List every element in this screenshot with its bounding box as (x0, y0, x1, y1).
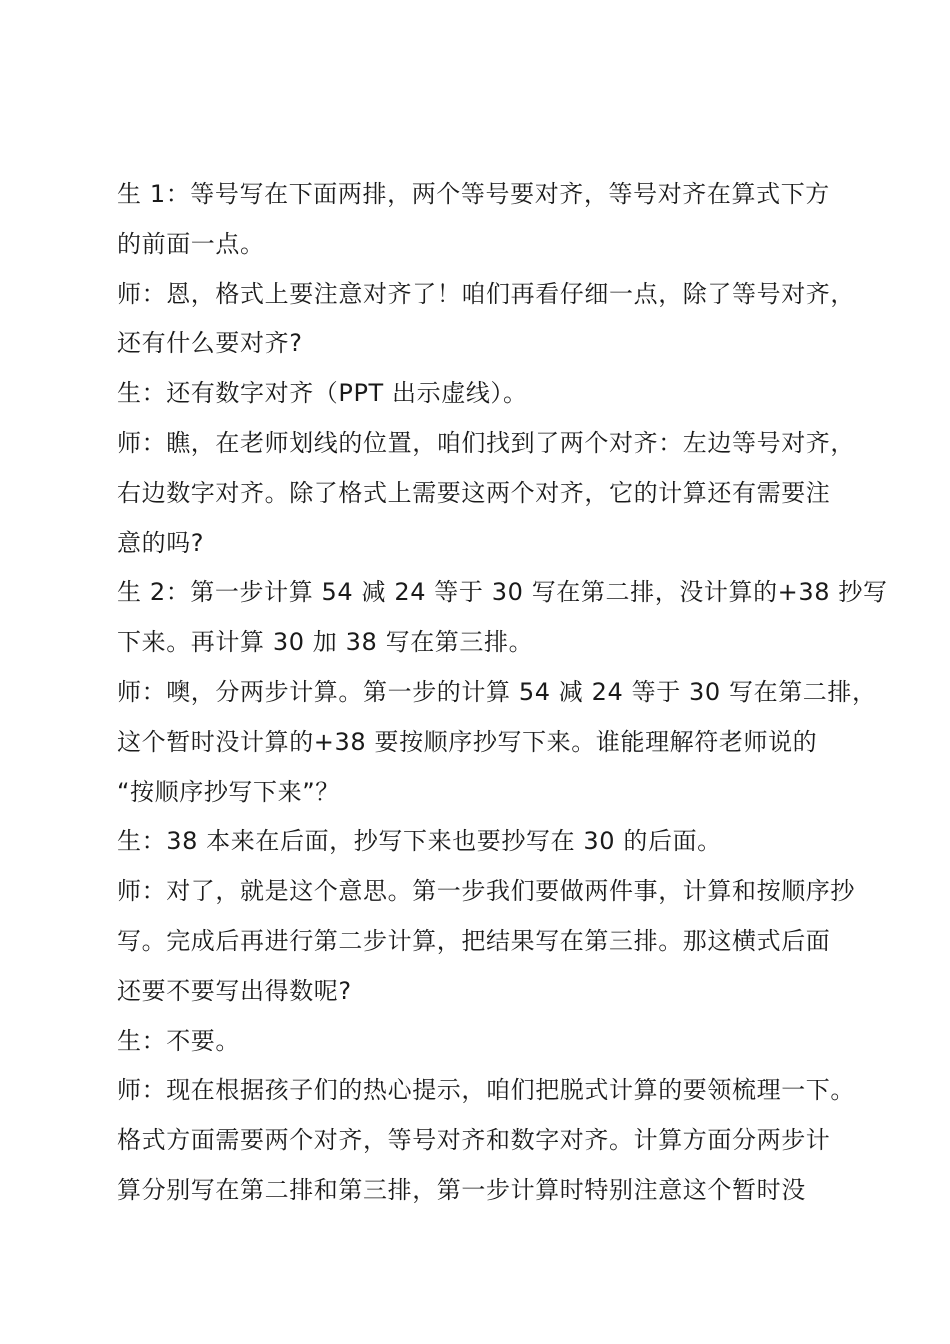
text-line: 右边数字对齐。除了格式上需要这两个对齐，它的计算还有需要注 (117, 478, 831, 507)
text-line: 师：对了，就是这个意思。第一步我们要做两件事，计算和按顺序抄 (117, 877, 855, 906)
text-line: 师：现在根据孩子们的热心提示，咱们把脱式计算的要领梳理一下。 (117, 1076, 855, 1105)
text-line: 还要不要写出得数呢? (117, 976, 352, 1005)
text-line: 算分别写在第二排和第三排，第一步计算时特别注意这个暂时没 (117, 1175, 806, 1204)
text-line: 意的吗? (117, 528, 205, 557)
text-line: 格式方面需要两个对齐，等号对齐和数字对齐。计算方面分两步计 (117, 1126, 831, 1155)
text-line: 生：不要。 (117, 1026, 240, 1055)
text-line: 生 1：等号写在下面两排，两个等号要对齐，等号对齐在算式下方 (117, 180, 830, 208)
text-line: 这个暂时没计算的+38 要按顺序抄写下来。谁能理解符老师说的 (117, 727, 818, 756)
text-line: 写。完成后再进行第二步计算，把结果写在第三排。那这横式后面 (117, 926, 831, 955)
text-line: “按顺序抄写下来”？ (117, 777, 340, 806)
text-line: 师：噢，分两步计算。第一步的计算 54 减 24 等于 30 写在第二排， (117, 677, 877, 706)
text-line: 生：还有数字对齐（PPT 出示虚线）。 (117, 379, 528, 408)
text-line: 生：38 本来在后面，抄写下来也要抄写在 30 的后面。 (117, 827, 722, 856)
text-line: 还有什么要对齐? (117, 329, 303, 358)
document-body (117, 170, 888, 1216)
text-line: 生 2：第一步计算 54 减 24 等于 30 写在第二排，没计算的+38 抄写 (117, 578, 888, 607)
text-line: 师：瞧，在老师划线的位置，咱们找到了两个对齐：左边等号对齐， (117, 428, 855, 457)
text-line: 的前面一点。 (117, 229, 265, 258)
text-line: 下来。再计算 30 加 38 写在第三排。 (117, 628, 534, 657)
text-line: 师：恩，格式上要注意对齐了！咱们再看仔细一点，除了等号对齐， (117, 279, 855, 308)
